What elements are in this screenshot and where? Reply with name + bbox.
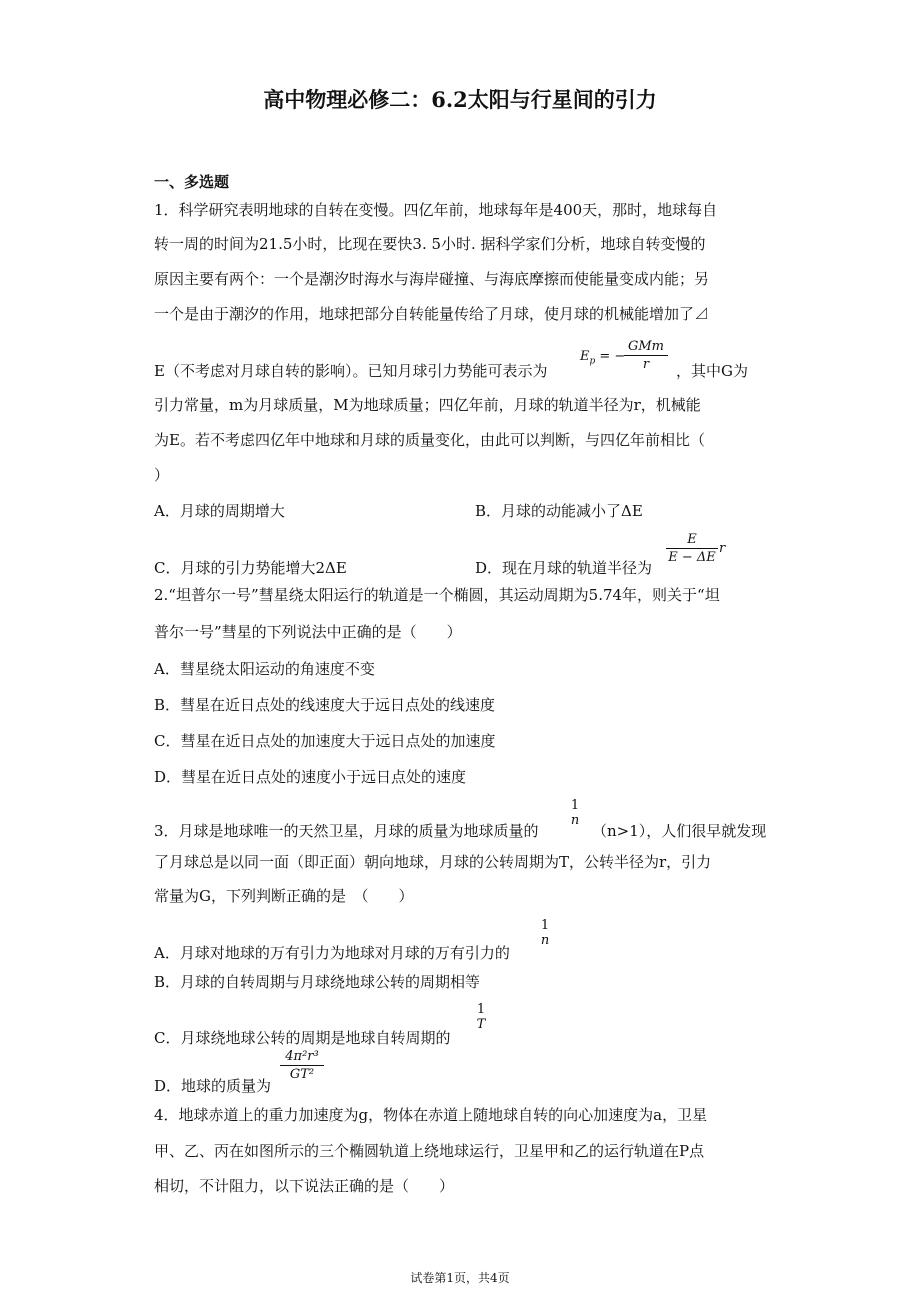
q4-line: 4．地球赤道上的重力加速度为g，物体在赤道上随地球自转的向心加速度为a，卫星 xyxy=(154,1106,708,1124)
fraction-numerator: 1 xyxy=(476,1002,486,1017)
fraction-numerator: 1 xyxy=(540,918,550,933)
q3-option-a-fraction xyxy=(538,918,552,948)
q1-line: 转一周的时间为21.5小时，比现在要快3. 5小时. 据科学家们分析，地球自转变慢的 xyxy=(154,235,706,253)
page-footer: 试卷第1页，共4页 xyxy=(410,1271,510,1285)
q1-option-b: B．月球的动能减小了ΔE xyxy=(475,502,643,520)
q3-line: 了月球总是以同一面（即正面）朝向地球，月球的公转周期为T，公转半径为r，引力 xyxy=(154,853,712,871)
q3-line: （n>1），人们很早就发现 xyxy=(592,822,767,840)
q2-option-a: A．彗星绕太阳运动的角速度不变 xyxy=(154,660,375,678)
q3-option-d: D．地球的质量为 xyxy=(154,1077,272,1095)
q4-line: 甲、乙、丙在如图所示的三个椭圆轨道上绕地球运行，卫星甲和乙的运行轨道在P点 xyxy=(154,1142,705,1160)
fraction-denominator: n xyxy=(570,813,580,828)
q3-option-d-fraction xyxy=(280,1049,324,1082)
q3-fraction xyxy=(568,798,582,828)
q2-option-b: B．彗星在近日点处的线速度大于远日点处的线速度 xyxy=(154,696,496,714)
fraction-numerator: 4π²r³ xyxy=(285,1049,319,1064)
q3-line: 常量为G，下列判断正确的是 （ ） xyxy=(154,887,414,905)
formula-ep-fraction xyxy=(624,339,668,372)
fraction-denominator: E − ΔE xyxy=(668,550,716,565)
q1-line: 引力常量，m为月球质量，M为地球质量；四亿年前，月球的轨道半径为r，机械能 xyxy=(154,396,701,414)
section-heading: 一、多选题 xyxy=(154,173,230,191)
fraction-numerator: 1 xyxy=(570,798,580,813)
q1-option-d-r: r xyxy=(719,541,726,556)
q1-line: E（不考虑对月球自转的影响）。已知月球引力势能可表示为 xyxy=(154,362,548,380)
q4-line: 相切，不计阻力，以下说法正确的是（ ） xyxy=(154,1177,455,1195)
q2-line: 2.“坦普尔一号”彗星绕太阳运行的轨道是一个椭圆，其运动周期为5.74年，则关于“坦 xyxy=(154,586,720,604)
q2-line: 普尔一号”彗星的下列说法中正确的是（ ） xyxy=(154,623,462,641)
q1-line: ，其中G为 xyxy=(676,362,748,380)
q3-option-b: B．月球的自转周期与月球绕地球公转的周期相等 xyxy=(154,973,481,991)
fraction-denominator: GT² xyxy=(289,1067,315,1082)
q3-option-c-fraction xyxy=(474,1002,488,1032)
q1-line: ） xyxy=(154,466,170,484)
fraction-denominator: T xyxy=(476,1017,486,1032)
q2-option-d: D．彗星在近日点处的速度小于远日点处的速度 xyxy=(154,768,467,786)
q1-option-d: D．现在月球的轨道半径为 xyxy=(475,559,653,577)
fraction-denominator: n xyxy=(540,933,550,948)
q1-option-c: C．月球的引力势能增大2ΔE xyxy=(154,559,347,577)
q3-option-a: A．月球对地球的万有引力为地球对月球的万有引力的 xyxy=(154,944,510,962)
q1-line: 1．科学研究表明地球的自转在变慢。四亿年前，地球每年是400天，那时，地球每自 xyxy=(154,201,718,219)
formula-ep-subscript: p xyxy=(589,356,596,367)
q1-line: 为E。若不考虑四亿年中地球和月球的质量变化，由此可以判断，与四亿年前相比（ xyxy=(154,431,705,449)
page-title: 高中物理必修二：6.2太阳与行星间的引力 xyxy=(263,87,657,112)
q1-line: 原因主要有两个：一个是潮汐时海水与海岸碰撞、与海底摩擦而使能量变成内能；另 xyxy=(154,270,710,288)
formula-ep-denominator: r xyxy=(642,357,650,372)
fraction-numerator: E xyxy=(687,532,697,547)
q1-option-a: A．月球的周期增大 xyxy=(154,502,285,520)
q2-option-c: C．彗星在近日点处的加速度大于远日点处的加速度 xyxy=(154,732,496,750)
q3-line: 3．月球是地球唯一的天然卫星，月球的质量为地球质量的 xyxy=(154,822,539,840)
formula-ep-equals: = − xyxy=(599,349,626,364)
formula-ep-numerator: GMm xyxy=(627,339,665,354)
q1-line: 一个是由于潮汐的作用，地球把部分自转能量传给了月球，使月球的机械能增加了⊿ xyxy=(154,305,710,323)
q1-option-d-fraction xyxy=(666,532,718,565)
formula-ep-symbol: E xyxy=(580,349,590,364)
q3-option-c: C．月球绕地球公转的周期是地球自转周期的 xyxy=(154,1029,451,1047)
